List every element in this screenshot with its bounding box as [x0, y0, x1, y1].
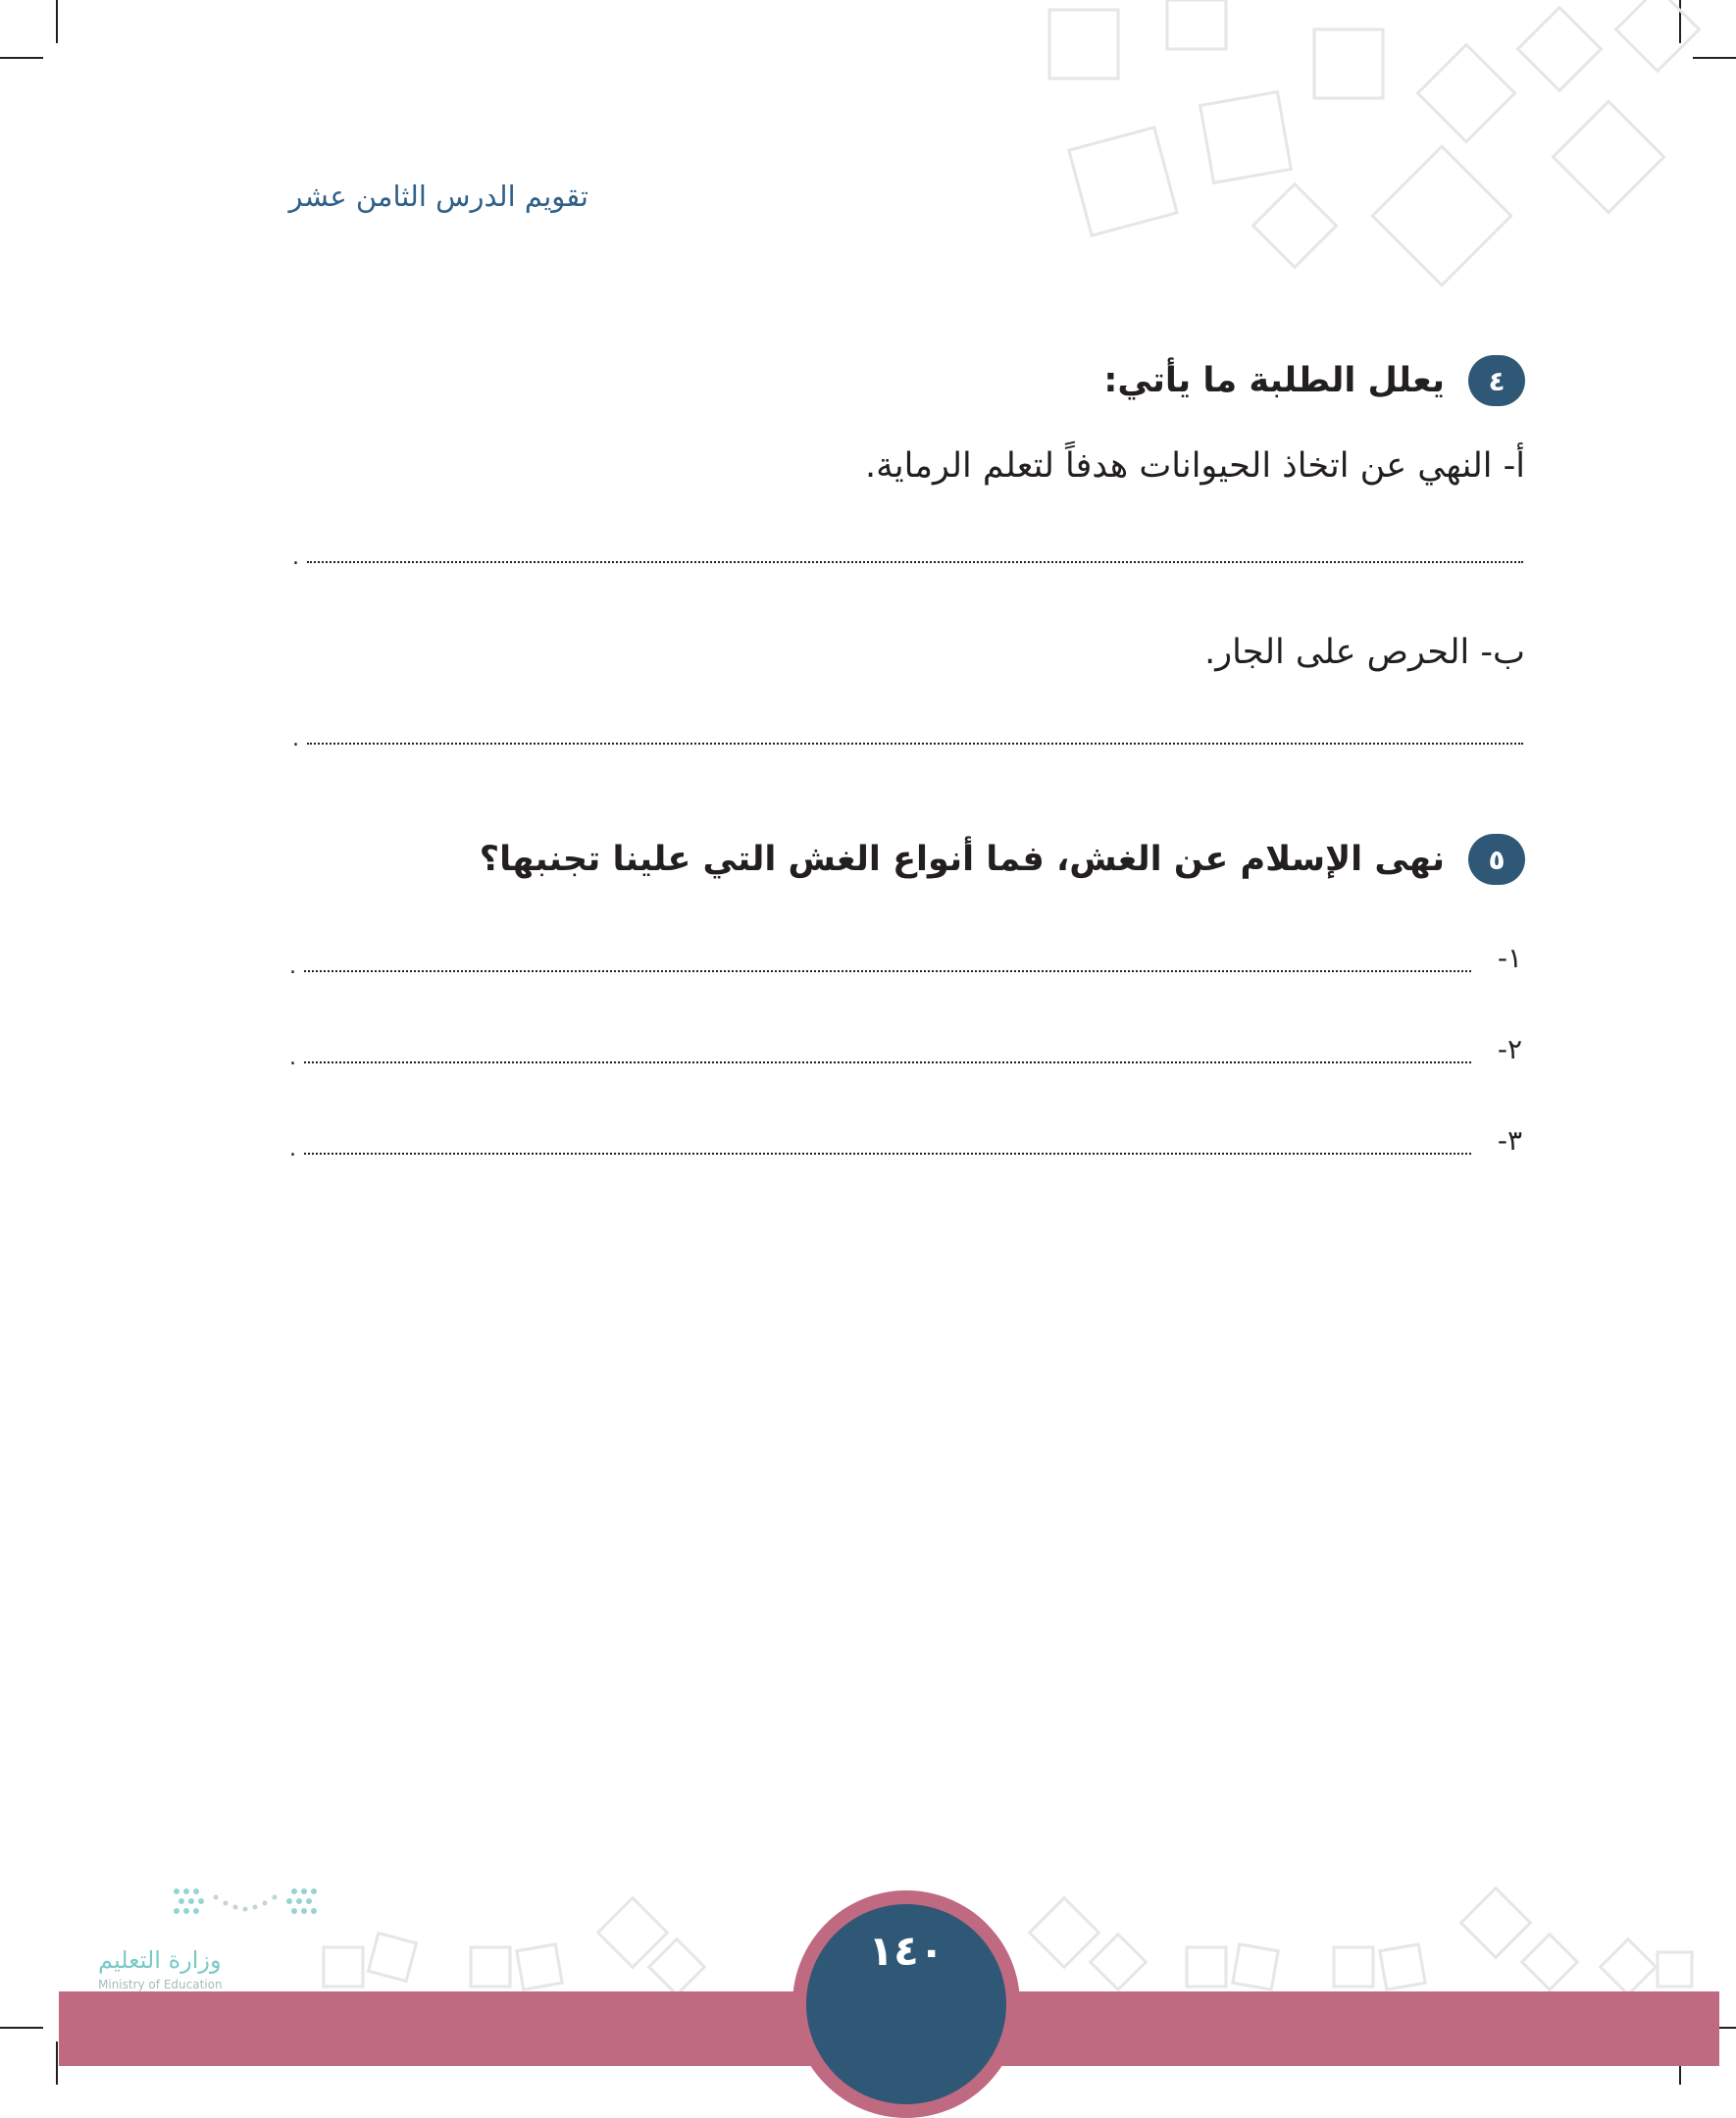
question-number-badge: ٤ — [1468, 355, 1525, 406]
crop-mark — [0, 2027, 43, 2029]
answer-line-end: . — [292, 727, 299, 751]
answer-line — [307, 561, 1523, 563]
question-number-badge: ٥ — [1468, 834, 1525, 885]
list-item-number: ١- — [1497, 942, 1522, 974]
crop-mark — [56, 0, 58, 43]
page-number: ١٤٠ — [868, 1927, 945, 1975]
lesson-evaluation-title: تقويم الدرس الثامن عشر — [288, 180, 588, 213]
question-5 — [250, 834, 1525, 885]
ministry-logo-icon — [167, 1884, 324, 1933]
question-4-part-b: ب- الحرص على الجار. — [1204, 633, 1525, 672]
ministry-logo-text: وزارة التعليم — [98, 1946, 222, 1974]
answer-line — [304, 1061, 1471, 1063]
footer-band-overlay — [1020, 1991, 1719, 2066]
answer-line — [307, 743, 1523, 745]
question-4-prompt: يعلل الطلبة ما يأتي: — [1103, 361, 1445, 400]
answer-line-end: . — [289, 1046, 296, 1070]
list-item-number: ٢- — [1497, 1033, 1522, 1065]
decorative-pattern-top — [1020, 0, 1716, 314]
question-5-prompt: نهى الإسلام عن الغش، فما أنواع الغش التي علينا تجنبها؟ — [479, 840, 1445, 879]
answer-line-end: . — [289, 955, 296, 979]
crop-mark — [56, 2041, 58, 2085]
answer-line — [304, 1153, 1471, 1155]
ministry-logo-subtext: Ministry of Education — [98, 1978, 223, 1991]
list-item-number: ٣- — [1497, 1124, 1522, 1157]
answer-line-end: . — [292, 545, 299, 570]
question-4-part-a: أ- النهي عن اتخاذ الحيوانات هدفاً لتعلم الرماية. — [865, 446, 1525, 486]
crop-mark — [0, 57, 43, 59]
question-4 — [250, 355, 1525, 406]
answer-line-end: . — [289, 1137, 296, 1162]
answer-line — [304, 970, 1471, 972]
footer-band-overlay — [59, 1991, 792, 2066]
